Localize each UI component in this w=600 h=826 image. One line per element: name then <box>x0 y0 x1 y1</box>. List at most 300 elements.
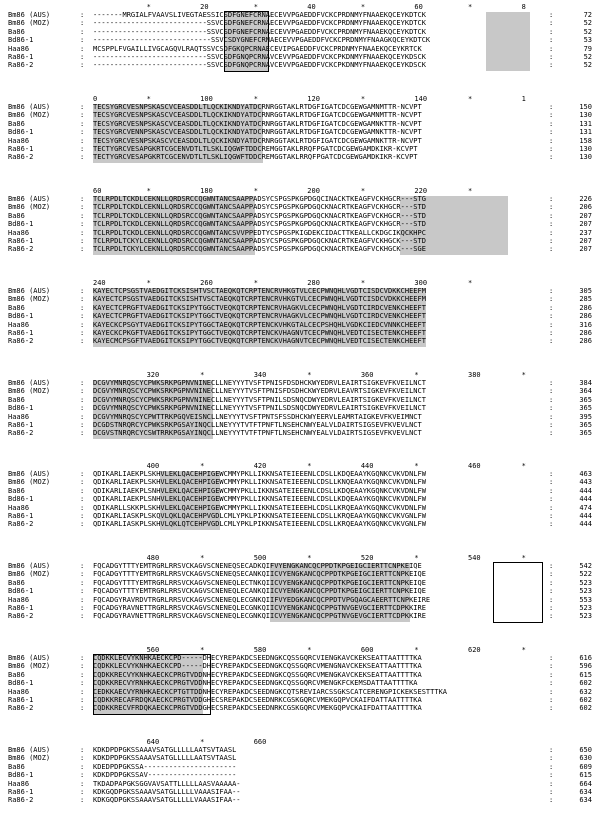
ruler-tick: * <box>253 3 258 11</box>
alignment-block <box>0 95 600 162</box>
separator-colon: : <box>80 520 85 529</box>
sequence-row <box>0 654 600 662</box>
sequence-name: Ra86-2 <box>8 520 34 529</box>
ruler-tick: * <box>307 646 312 654</box>
ruler-label: 400 <box>146 462 160 470</box>
sequence-name: Ba86 <box>8 395 25 404</box>
residue-count: 237 <box>579 228 592 237</box>
sequence-name: Bd86-1 <box>8 679 34 688</box>
separator-colon: : <box>80 320 85 329</box>
residue-count: 207 <box>579 245 592 254</box>
separator-colon: : <box>80 287 85 295</box>
sequence-name: Ra86-1 <box>8 144 34 153</box>
sequence-residues: KAYECKCPSGYTVAEDGITCKSIPYTGGCTAEQKQTCRPTENCKVHKGTALCECPSHQHLVGDKCIEDCVNNKCHEEFT <box>93 320 426 329</box>
ruler-label: 500 <box>253 554 267 562</box>
ruler-label: 220 <box>414 187 428 195</box>
sequence-name: Bd86-1 <box>8 771 34 780</box>
residue-count: 615 <box>579 771 592 780</box>
ruler-label: 8 <box>521 3 526 11</box>
separator-colon: : <box>549 654 554 662</box>
sequence-row <box>0 604 600 612</box>
sequence-row <box>0 413 600 421</box>
separator-colon: : <box>549 387 554 396</box>
separator-colon: : <box>80 44 85 53</box>
separator-colon: : <box>80 787 85 796</box>
separator-colon: : <box>549 495 554 504</box>
separator-colon: : <box>549 287 554 295</box>
sequence-row <box>0 671 600 679</box>
sequence-name: Ra86-2 <box>8 245 34 254</box>
residue-count: 615 <box>579 670 592 679</box>
residue-count: 664 <box>579 779 592 788</box>
residue-count: 226 <box>579 195 592 203</box>
sequence-residues: CEDKKAECVYRNHKAECKCPTGTTDDNHECYREPAKDCSEEDNGKCQTSREVIARCSSGKSCATCERENGPICKEKSESTTTKA <box>93 687 448 696</box>
ruler-label: 120 <box>307 95 320 103</box>
sequence-name: Ba86 <box>8 578 25 587</box>
residue-count: 286 <box>579 303 592 312</box>
separator-colon: : <box>549 153 554 162</box>
ruler-tick: * <box>200 738 205 746</box>
sequence-residues: ---------------------------SSVCSDFGNEFCRNAECEVVPGAEDDFVCKCPRDNMYFNAAEKQCEYKDTCK <box>93 27 426 36</box>
ruler-tick: * <box>253 187 258 195</box>
sequence-name: Ba86 <box>8 211 25 220</box>
sequence-residues: ---------------------------SSVCSDFGNQPCRNAVCEVVPGAEDDFVCKCPKDNMYFNAAEKQCEYKDSCK <box>93 61 426 70</box>
separator-colon: : <box>80 295 85 304</box>
sequence-name: Haa86 <box>8 503 30 512</box>
separator-colon: : <box>80 52 85 61</box>
separator-colon: : <box>80 220 85 229</box>
ruler-tick: * <box>146 95 151 103</box>
separator-colon: : <box>549 312 554 321</box>
sequence-residues: TECSYGRCVESNPSKASCVCEASDDLTLQCKIKNDYATDCRNRGGTAKLRTDGFIGATCDCGEWGAMNMTTR-NCVPT <box>93 111 422 120</box>
separator-colon: : <box>80 61 85 70</box>
sequence-residues: QDIKARLIAEKPLSNHVLEKLQACEHPIGEWCMMYPKLLIKKNSATEIEEENLCDSLLKDQEAAYKGQNKCVKVDNLFW <box>93 495 426 504</box>
sequence-row <box>0 596 600 604</box>
sequence-row <box>0 304 600 312</box>
ruler-tick: * <box>146 279 151 287</box>
sequence-name: Bm86 (AUS) <box>8 103 51 111</box>
sequence-name: Ra86-1 <box>8 787 34 796</box>
ruler-tick: * <box>414 554 419 562</box>
separator-colon: : <box>80 119 85 128</box>
separator-colon: : <box>549 303 554 312</box>
sequence-residues: TECTYGRCVESAPGKRTCGCENVDTLTLSKLIQGWFTDDCREMGGTAKLRRQFPGATCDCGEWGAMDKIKR-KCVPT <box>93 144 418 153</box>
separator-colon: : <box>549 328 554 337</box>
separator-colon: : <box>549 128 554 137</box>
sequence-residues: KDKGQDPGKSSAAAVSATGLLLLLVAAASIFAA-- <box>93 787 241 796</box>
separator-colon: : <box>80 695 85 704</box>
sequence-row <box>0 771 600 779</box>
sequence-row <box>0 796 600 804</box>
separator-colon: : <box>549 111 554 120</box>
sequence-row <box>0 36 600 44</box>
sequence-row <box>0 321 600 329</box>
separator-colon: : <box>549 103 554 111</box>
separator-colon: : <box>80 128 85 137</box>
separator-colon: : <box>80 420 85 429</box>
separator-colon: : <box>80 379 85 387</box>
sequence-residues: FQCADGYTTTYEMTRGRLRRSVCKAGVSCNENEQSECADKQIFVYENGKANCQCPPDTKPGEIGCIERTTCNPKEIQE <box>93 562 422 570</box>
ruler-label: 520 <box>360 554 374 562</box>
residue-count: 444 <box>579 511 592 520</box>
sequence-row <box>0 429 600 437</box>
residue-count: 616 <box>579 654 592 662</box>
sequence-residues: TCLRPDLTCKDLCEKNLLQRDSRCCQGWNTANCSAAPPADSYCSPGSPKGPDGQCKNACRTKEAGFVCKHGCR---STD <box>93 211 426 220</box>
sequence-residues: TECTYGRCVESAPGKRTCGCENVDTLTLSKLIQGWFTDDCREMGGTAKLRRQFPGATCDCGEWGAMDKIKR-KCVPT <box>93 153 418 162</box>
sequence-row <box>0 387 600 395</box>
sequence-row <box>0 679 600 687</box>
ruler-tick: * <box>200 462 205 470</box>
ruler-tick: * <box>521 646 526 654</box>
ruler-label: 180 <box>200 187 213 195</box>
sequence-name: Ra86-2 <box>8 796 34 805</box>
ruler-tick: * <box>307 462 312 470</box>
residue-count: 285 <box>579 295 592 304</box>
residue-count: 553 <box>579 595 592 604</box>
sequence-name: Bm86 (AUS) <box>8 379 51 387</box>
ruler-label: 140 <box>414 95 428 103</box>
sequence-residues: TECSYGRCVESNPSKASCVCEASDDLTLQCKIKNDYATDCRNRGGTAKLRTDGFIGATCDCGEWGAMNKTTR-NCVPT <box>93 136 422 145</box>
sequence-residues: TCLRPDLTCKDLCEKNLLQRDSRCCQGWNTANCSAAPPADSYCSPGSPKGPDGQCINACKTKEAGFVCKHGCR---STG <box>93 195 426 203</box>
separator-colon: : <box>549 36 554 45</box>
ruler-label: 200 <box>307 187 320 195</box>
sequence-name: Bm86 (AUS) <box>8 11 51 19</box>
alignment-block <box>0 738 600 805</box>
ruler-label: 0 <box>93 95 98 103</box>
sequence-residues: TECSYGRCVENNPSKASCVCEASDDLTLQCKIKNDYATDCRNRGGTAKLRTDGFIGATCDCGEWGAMNKTTR-NCVPT <box>93 128 422 137</box>
separator-colon: : <box>549 395 554 404</box>
sequence-name: Bm86 (AUS) <box>8 654 51 662</box>
sequence-name: Haa86 <box>8 412 30 421</box>
sequence-row <box>0 780 600 788</box>
sequence-name: Ra86-1 <box>8 236 34 245</box>
separator-colon: : <box>80 746 85 754</box>
position-ruler <box>0 371 600 379</box>
sequence-name: Bm86 (MOZ) <box>8 203 51 212</box>
residue-count: 207 <box>579 220 592 229</box>
separator-colon: : <box>80 412 85 421</box>
residue-count: 286 <box>579 337 592 346</box>
sequence-residues: CQDKKRECVYRNHKAECKCPRGTVDDNHECYREPAKDCSEEDNGKCQSSGQRCVMENGKFCKEMSDATTAATTTTKA <box>93 679 418 688</box>
sequence-row <box>0 704 600 712</box>
separator-colon: : <box>80 495 85 504</box>
sequence-name: Bd86-1 <box>8 312 34 321</box>
separator-colon: : <box>549 119 554 128</box>
sequence-row <box>0 237 600 245</box>
residue-count: 130 <box>579 144 592 153</box>
ruler-tick: * <box>360 3 366 11</box>
residue-count: 634 <box>579 796 592 805</box>
residue-count: 650 <box>579 746 592 754</box>
separator-colon: : <box>549 578 554 587</box>
residue-count: 130 <box>579 153 592 162</box>
separator-colon: : <box>549 503 554 512</box>
residue-count: 523 <box>579 587 592 596</box>
separator-colon: : <box>549 595 554 604</box>
ruler-tick: * <box>307 554 312 562</box>
separator-colon: : <box>80 562 85 570</box>
sequence-row <box>0 245 600 253</box>
ruler-label: 380 <box>468 371 481 379</box>
sequence-name: Bm86 (AUS) <box>8 470 51 478</box>
separator-colon: : <box>549 195 554 203</box>
sequence-name: Bm86 (MOZ) <box>8 662 51 671</box>
separator-colon: : <box>549 787 554 796</box>
ruler-label: 300 <box>414 279 428 287</box>
residue-count: 131 <box>579 128 592 137</box>
separator-colon: : <box>549 511 554 520</box>
sequence-row <box>0 19 600 27</box>
sequence-name: Ba86 <box>8 486 25 495</box>
separator-colon: : <box>80 27 85 36</box>
position-ruler <box>0 95 600 103</box>
sequence-residues: TCLRPDLTCKDLCEKNLLQRDSRCCQGWNTANCSAAPPADSYCSPGSPKGPDGQCKNACRTKEAGFVCKHGCR---STD <box>93 203 426 212</box>
sequence-residues: KDKDPDPGKSSAV--------------------- <box>93 771 237 780</box>
sequence-residues: KDEDPDPGKSSA---------------------- <box>93 762 237 771</box>
separator-colon: : <box>80 687 85 696</box>
sequence-name: Bm86 (MOZ) <box>8 19 51 28</box>
separator-colon: : <box>80 303 85 312</box>
separator-colon: : <box>549 412 554 421</box>
sequence-name: Bm86 (MOZ) <box>8 111 51 120</box>
position-ruler <box>0 187 600 195</box>
ruler-label: 460 <box>468 462 481 470</box>
sequence-name: Ra86-2 <box>8 429 34 438</box>
sequence-name: Ra86-2 <box>8 337 34 346</box>
separator-colon: : <box>549 670 554 679</box>
ruler-tick: * <box>200 371 205 379</box>
separator-colon: : <box>549 27 554 36</box>
sequence-row <box>0 612 600 620</box>
sequence-row <box>0 11 600 19</box>
sequence-row <box>0 404 600 412</box>
ruler-tick: * <box>200 554 205 562</box>
sequence-name: Bm86 (MOZ) <box>8 754 51 763</box>
sequence-name: Bm86 (AUS) <box>8 287 51 295</box>
sequence-name: Ra86-1 <box>8 420 34 429</box>
ruler-tick: * <box>468 95 473 103</box>
ruler-label: 100 <box>200 95 213 103</box>
residue-count: 395 <box>579 412 592 421</box>
alignment-block <box>0 187 600 254</box>
sequence-name: Ra86-2 <box>8 61 34 70</box>
separator-colon: : <box>549 61 554 70</box>
separator-colon: : <box>80 429 85 438</box>
separator-colon: : <box>549 796 554 805</box>
separator-colon: : <box>80 654 85 662</box>
ruler-tick: * <box>521 371 526 379</box>
sequence-name: Bd86-1 <box>8 587 34 596</box>
sequence-row <box>0 229 600 237</box>
residue-count: 286 <box>579 328 592 337</box>
separator-colon: : <box>80 337 85 346</box>
sequence-residues: ---------------------------SSVCSDFGNEFCRNAECEVVPGAEDDFVCKCPRDNMYFNAAEKQCEYKDTCK <box>93 19 426 28</box>
sequence-name: Ra86-2 <box>8 612 34 621</box>
residue-count: 523 <box>579 612 592 621</box>
ruler-label: 320 <box>146 371 160 379</box>
sequence-row <box>0 103 600 111</box>
sequence-row <box>0 504 600 512</box>
sequence-residues: CQDKKLECVYKNHKAECKCPD-----DHECYREPAKDCSEEDNGKCQSSGQRCVIENGKAVCKEKSEATTAATTTTKA <box>93 654 422 662</box>
ruler-label: 60 <box>414 3 423 11</box>
sequence-name: Haa86 <box>8 779 30 788</box>
separator-colon: : <box>549 136 554 145</box>
sequence-residues: KDKDPDPGKSSAAAVSATGLLLLLAATSVTAASL <box>93 754 237 763</box>
separator-colon: : <box>80 704 85 713</box>
sequence-name: Bm86 (MOZ) <box>8 387 51 396</box>
sequence-row <box>0 53 600 61</box>
separator-colon: : <box>80 111 85 120</box>
sequence-residues: TCLRPDLTCKDLCEKNLLQRDSRCCQGWNTANCSVVPPEDTYCSPGSPKIGDEKCIDACTTKEALLCKDGCIKQCKHPC <box>93 228 426 237</box>
residue-count: 79 <box>583 44 592 53</box>
ruler-tick: * <box>468 279 473 287</box>
separator-colon: : <box>549 570 554 579</box>
sequence-row <box>0 470 600 478</box>
sequence-row <box>0 220 600 228</box>
separator-colon: : <box>80 511 85 520</box>
separator-colon: : <box>80 328 85 337</box>
sequence-residues: DCGVYMNRQSCYCPWTTRKPGQVEISNCLLNEYYYTVSFTPNTSFSSDHCKWYEERVLEAMRTAIGKEVFKVEIMNCT <box>93 412 422 421</box>
residue-count: 365 <box>579 395 592 404</box>
alignment-block <box>0 3 600 70</box>
separator-colon: : <box>549 144 554 153</box>
sequence-residues: ----------------------------SSVCSDYGNEFCRNAECEVVPGAEDDFVCKCPRDNMYFNAAGKQCEYKDTCK <box>93 36 431 45</box>
separator-colon: : <box>80 779 85 788</box>
residue-count: 305 <box>579 287 592 295</box>
sequence-name: Bm86 (MOZ) <box>8 570 51 579</box>
sequence-name: Ra86-1 <box>8 695 34 704</box>
separator-colon: : <box>80 587 85 596</box>
separator-colon: : <box>549 562 554 570</box>
sequence-row <box>0 379 600 387</box>
residue-count: 206 <box>579 203 592 212</box>
separator-colon: : <box>549 203 554 212</box>
residue-count: 53 <box>583 36 592 45</box>
sequence-residues: DCGVYMNRQSCYCPWKSRKPGPNVNINECLLNEYYYTVSFTPNILSDSNQCDWYEDRVLEAIRTSIGKEVFKVEILNCT <box>93 395 426 404</box>
sequence-row <box>0 287 600 295</box>
sequence-row <box>0 111 600 119</box>
separator-colon: : <box>549 520 554 529</box>
residue-count: 365 <box>579 404 592 413</box>
residue-count: 523 <box>579 603 592 612</box>
sequence-residues: DCGVYMNRQSCYCPWKSRKPGPNVNINECLLNEYYYTVSFTPNISFDSDHCKWYEDRVLEAIRTSIGKEVFKVEILNCT <box>93 379 426 387</box>
residue-count: 542 <box>579 562 592 570</box>
separator-colon: : <box>549 679 554 688</box>
residue-count: 364 <box>579 387 592 396</box>
sequence-name: Bd86-1 <box>8 36 34 45</box>
sequence-residues: TCLRPDLTCKDLCEKNLLQRDSRCCQGWNTANCSAAPPADSYCSPGSPKGPDGQCKNACRTKEAGFVCKHGCR---STD <box>93 220 426 229</box>
sequence-row <box>0 487 600 495</box>
sequence-name: Ra86-1 <box>8 511 34 520</box>
separator-colon: : <box>80 578 85 587</box>
separator-colon: : <box>80 603 85 612</box>
alignment-block <box>0 646 600 713</box>
sequence-residues: QDIKARLIAEKPLSKHVLEKLQACEHPIGEWCMMYPKLLIKKNSATEIEEENLCDSLLKNQEAAYKGQNKCVKVDNLFW <box>93 478 426 487</box>
sequence-residues: -------MRGIALFVAAVSLIVEGTAESSICSDFGNEFCRNAECEVVPGAEDDFVCKCPRDNMYFNAAEKQCEYKDTCK <box>93 11 426 19</box>
ruler-label: 420 <box>253 462 267 470</box>
ruler-label: 480 <box>146 554 160 562</box>
sequence-residues: QDIKARLLSKKPLSKHVLEKLQACEHPIGEWCMMYPKLLIKKNSATEIEEEHLCDSLLKRQEAAYKGQNKCVKVDNLFW <box>93 503 426 512</box>
separator-colon: : <box>549 44 554 53</box>
separator-colon: : <box>80 195 85 203</box>
sequence-name: Bm86 (AUS) <box>8 562 51 570</box>
separator-colon: : <box>80 796 85 805</box>
sequence-name: Bm86 (MOZ) <box>8 478 51 487</box>
residue-count: 522 <box>579 570 592 579</box>
sequence-residues: DCGVYMNRQSCYCPWKSRKPGPNVNINECLLNEYYYTVSFTPNISFDSDHCKWYEDRVLEAVRTSIGKEVFKVEILNCT <box>93 387 426 396</box>
separator-colon: : <box>80 228 85 237</box>
residue-count: 474 <box>579 503 592 512</box>
sequence-row <box>0 579 600 587</box>
separator-colon: : <box>549 245 554 254</box>
sequence-name: Ba86 <box>8 119 25 128</box>
residue-count: 150 <box>579 103 592 111</box>
separator-colon: : <box>549 746 554 754</box>
sequence-row <box>0 128 600 136</box>
position-ruler <box>0 738 600 746</box>
sequence-name: Ba86 <box>8 303 25 312</box>
sequence-residues: QDIKARLIAEKPLSNHVLEKLQACEHPIGEWCMMYPKLLIKKNSATEIEEENLCDSLLKDQEAAYKGQNKCVKVDNLFW <box>93 486 426 495</box>
residue-count: 130 <box>579 111 592 120</box>
separator-colon: : <box>80 312 85 321</box>
sequence-row <box>0 195 600 203</box>
residue-count: 365 <box>579 420 592 429</box>
separator-colon: : <box>80 662 85 671</box>
sequence-row <box>0 137 600 145</box>
residue-count: 207 <box>579 236 592 245</box>
sequence-row <box>0 478 600 486</box>
sequence-row <box>0 295 600 303</box>
residue-count: 523 <box>579 578 592 587</box>
ruler-tick: * <box>307 371 312 379</box>
residue-count: 602 <box>579 679 592 688</box>
ruler-tick: * <box>360 187 366 195</box>
sequence-name: Bd86-1 <box>8 220 34 229</box>
sequence-row <box>0 421 600 429</box>
sequence-row <box>0 570 600 578</box>
sequence-row <box>0 746 600 754</box>
sequence-row <box>0 337 600 345</box>
separator-colon: : <box>80 136 85 145</box>
ruler-tick: * <box>414 646 419 654</box>
sequence-name: Haa86 <box>8 44 30 53</box>
separator-colon: : <box>80 478 85 487</box>
ruler-label: 620 <box>468 646 481 654</box>
position-ruler <box>0 279 600 287</box>
sequence-row <box>0 562 600 570</box>
separator-colon: : <box>549 486 554 495</box>
sequence-name: Haa86 <box>8 136 30 145</box>
separator-colon: : <box>80 11 85 19</box>
separator-colon: : <box>549 687 554 696</box>
sequence-row <box>0 203 600 211</box>
sequence-residues: TKDADPAPGKSGGVAVSATTLLLLLAASVAAAAA- <box>93 779 241 788</box>
sequence-residues: KAYECMCPSGFTVAEDGITCKSIPYTGGCTVEQKQTCRPTENCKVHAGNVTCECPWNQHLVEDTCISECTENKCHEEFT <box>93 337 426 346</box>
sequence-name: Bm86 (MOZ) <box>8 295 51 304</box>
sequence-name: Ba86 <box>8 762 25 771</box>
ruler-tick: * <box>146 187 151 195</box>
sequence-residues: FQCADGYRAVNETTRGRLRRSVCKAGVSCNENEQLECGNKQIICVYENGKANCQCPPGTNVGEVGCIERTTCDPKKIRE <box>93 612 426 621</box>
separator-colon: : <box>80 236 85 245</box>
ruler-label: 660 <box>253 738 267 746</box>
separator-colon: : <box>80 203 85 212</box>
residue-count: 52 <box>583 52 592 61</box>
separator-colon: : <box>80 144 85 153</box>
separator-colon: : <box>80 387 85 396</box>
ruler-tick: * <box>414 462 419 470</box>
separator-colon: : <box>80 679 85 688</box>
sequence-name: Haa86 <box>8 687 30 696</box>
